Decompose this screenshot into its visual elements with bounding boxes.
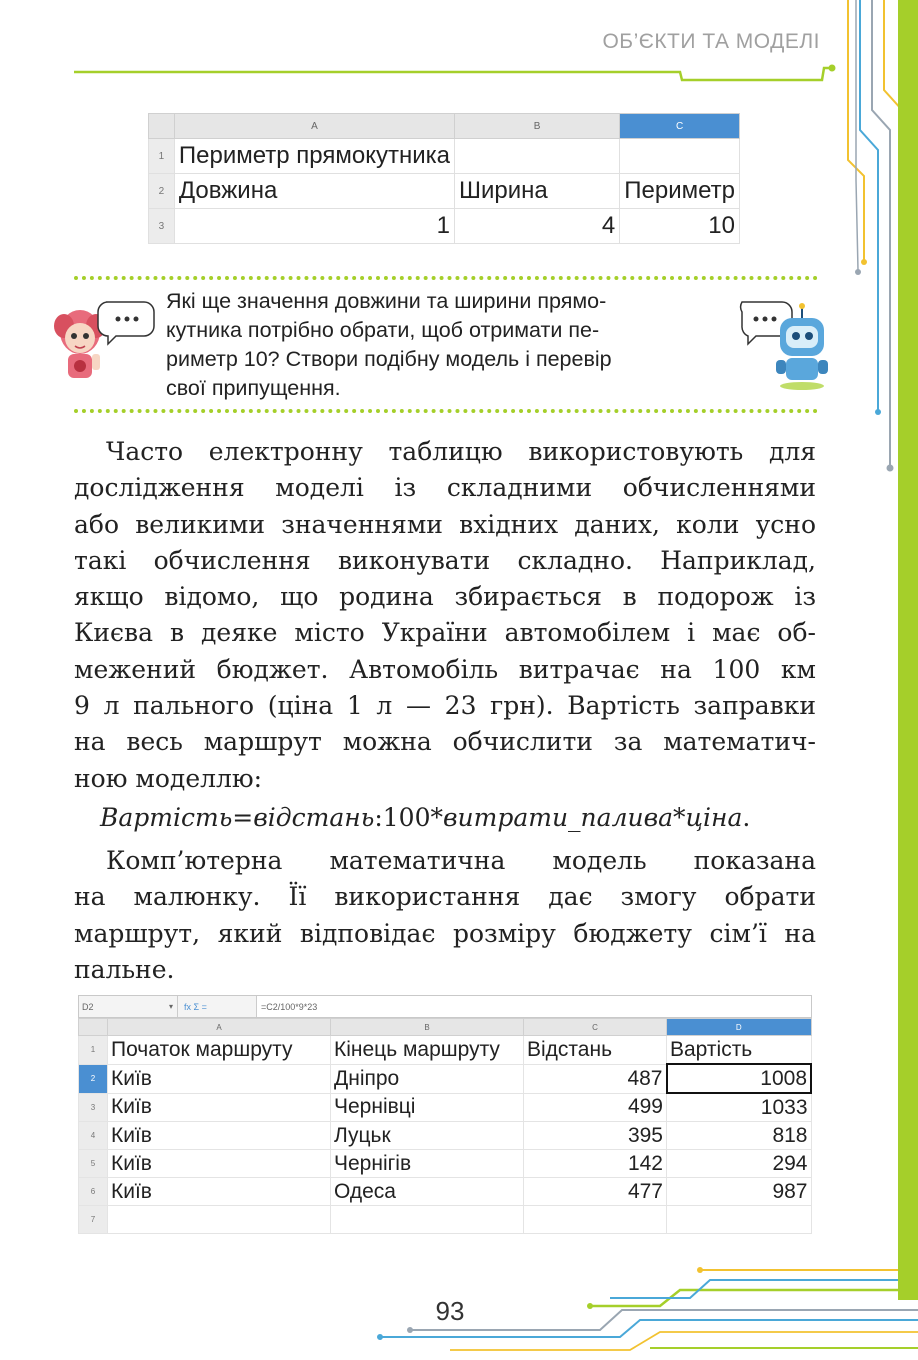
table-cell[interactable] [108, 1206, 331, 1234]
cell-reference-box[interactable] [79, 996, 178, 1017]
table-cell [620, 139, 740, 174]
column-header: C [620, 114, 740, 139]
table-cell[interactable]: 142 [524, 1150, 667, 1178]
table-cell[interactable]: 294 [667, 1150, 812, 1178]
table-cell[interactable]: Київ [108, 1093, 331, 1122]
column-header: B [455, 114, 620, 139]
table-cell[interactable]: Київ [108, 1150, 331, 1178]
table-cell[interactable]: 477 [524, 1178, 667, 1206]
table-cell: Ширина [455, 174, 620, 209]
question-line: Які ще значення довжини та ширини прямо- [166, 289, 607, 313]
table-cell[interactable]: Відстань [524, 1036, 667, 1065]
table-row [79, 1178, 812, 1206]
table-cell[interactable]: Початок маршруту [108, 1036, 331, 1065]
table-cell[interactable] [331, 1206, 524, 1234]
formula-input[interactable]: =C2/100*9*23 [256, 996, 811, 1017]
question-line: кутника потрібно обрати, щоб отримати пе- [166, 318, 600, 342]
paragraph-line: 9 л пального (ціна 1 л — 23 грн). Вартість заправки [74, 691, 816, 721]
table-row [79, 1150, 812, 1178]
robot-character-icon [736, 296, 840, 392]
page-number: 93 [435, 1296, 465, 1326]
corner-cell [79, 1019, 108, 1036]
row-number: 2 [79, 1064, 108, 1093]
section-header: ОБ’ЄКТИ ТА МОДЕЛІ [602, 30, 820, 53]
question-text [166, 287, 736, 403]
row-number: 3 [79, 1093, 108, 1122]
formula-part: :100* [374, 803, 443, 832]
formula-part: . [742, 803, 751, 832]
column-header: D [667, 1019, 812, 1036]
paragraph-main [74, 434, 816, 797]
table-cell[interactable]: Вартість [667, 1036, 812, 1065]
table-cell[interactable]: Кінець маршруту [331, 1036, 524, 1065]
table-cell: Довжина [174, 174, 454, 209]
row-number: 7 [79, 1206, 108, 1234]
table-cell[interactable]: Київ [108, 1064, 331, 1093]
row-number: 5 [79, 1150, 108, 1178]
table-cell[interactable]: Чернігів [331, 1150, 524, 1178]
active-cell[interactable]: 1008 [667, 1064, 812, 1093]
table-cell[interactable]: Дніпро [331, 1064, 524, 1093]
side-accent-bar [898, 0, 918, 1300]
column-header-row [149, 114, 740, 139]
column-header: A [108, 1019, 331, 1036]
chevron-down-icon[interactable]: ▾ [168, 1002, 173, 1011]
table-cell[interactable]: Чернівці [331, 1093, 524, 1122]
row-number: 1 [149, 139, 175, 174]
row-number: 4 [79, 1122, 108, 1150]
paragraph-line: або великими значеннями вхідних даних, коли усно [74, 509, 816, 539]
paragraph-line: такі обчислення виконувати складно. Наприклад, [74, 545, 816, 575]
row-number: 3 [149, 209, 175, 244]
math-formula [100, 800, 820, 836]
table-cell [455, 139, 620, 174]
table-cell: 4 [455, 209, 620, 244]
table-cell[interactable]: 395 [524, 1122, 667, 1150]
table-row [149, 209, 740, 244]
table-row [149, 174, 740, 209]
paragraph-line: межений бюджет. Автомобіль витрачає на 100 км [74, 654, 816, 684]
row-number: 2 [149, 174, 175, 209]
table-cell: 1 [174, 209, 454, 244]
question-line: свої припущення. [166, 376, 341, 400]
paragraph-line: дослідження моделі із складними обчисленнями [74, 473, 816, 503]
table-cell: Периметр [620, 174, 740, 209]
column-header-row [79, 1019, 812, 1036]
table-row [79, 1064, 812, 1093]
function-icons[interactable]: fx Σ = [184, 1001, 207, 1012]
table-cell[interactable]: 1033 [667, 1093, 812, 1122]
dotted-divider-top [74, 276, 818, 280]
table-cell[interactable]: 499 [524, 1093, 667, 1122]
paragraph-line: Києва в деяке місто України автомобілем і має об- [74, 618, 816, 648]
paragraph-line: на малюнку. Її використання дає змогу обрати [74, 882, 816, 912]
table-row [79, 1122, 812, 1150]
row-number: 6 [79, 1178, 108, 1206]
row-number: 1 [79, 1036, 108, 1065]
table-cell[interactable]: Київ [108, 1178, 331, 1206]
table-row [79, 1206, 812, 1234]
girl-character-icon [44, 296, 162, 388]
table-cell: 10 [620, 209, 740, 244]
paragraph-line: Комп’ютерна математична модель показана [106, 846, 816, 875]
table-cell: Периметр прямокутника [174, 139, 454, 174]
table-cell[interactable]: Київ [108, 1122, 331, 1150]
paragraph-line: ною моделлю: [74, 763, 263, 793]
formula-bar [78, 995, 812, 1018]
dotted-divider-bottom [74, 409, 818, 413]
paragraph-line: маршрут, який відповідає розміру бюджету сім’ї на [74, 918, 816, 948]
column-header: A [174, 114, 454, 139]
spreadsheet-routes [78, 995, 812, 1237]
cell-reference: D2 [82, 1001, 94, 1012]
paragraph-line: якщо відомо, що родина збирається в подорож із [74, 582, 816, 612]
table-cell[interactable] [524, 1206, 667, 1234]
table-cell[interactable]: Одеса [331, 1178, 524, 1206]
table-cell[interactable]: 818 [667, 1122, 812, 1150]
table-row [149, 139, 740, 174]
paragraph-line: Часто електронну таблицю використовують для [106, 437, 816, 466]
question-line: риметр 10? Створи подібну модель і перевір [166, 347, 612, 371]
table-row [79, 1036, 812, 1065]
paragraph-model [74, 843, 816, 988]
column-header: B [331, 1019, 524, 1036]
paragraph-line: пальне. [74, 954, 175, 984]
column-header: C [524, 1019, 667, 1036]
table-cell[interactable]: Луцьк [331, 1122, 524, 1150]
table-row [79, 1093, 812, 1122]
paragraph-line: на весь маршрут можна обчислити за математич- [74, 727, 816, 757]
formula-part: витрати_палива*ціна [442, 803, 743, 832]
spreadsheet-perimeter [148, 113, 740, 248]
table-cell[interactable] [667, 1206, 812, 1234]
formula-part: Вартість=відстань [100, 803, 375, 832]
corner-cell [149, 114, 175, 139]
table-cell[interactable]: 487 [524, 1064, 667, 1093]
table-cell[interactable]: 987 [667, 1178, 812, 1206]
